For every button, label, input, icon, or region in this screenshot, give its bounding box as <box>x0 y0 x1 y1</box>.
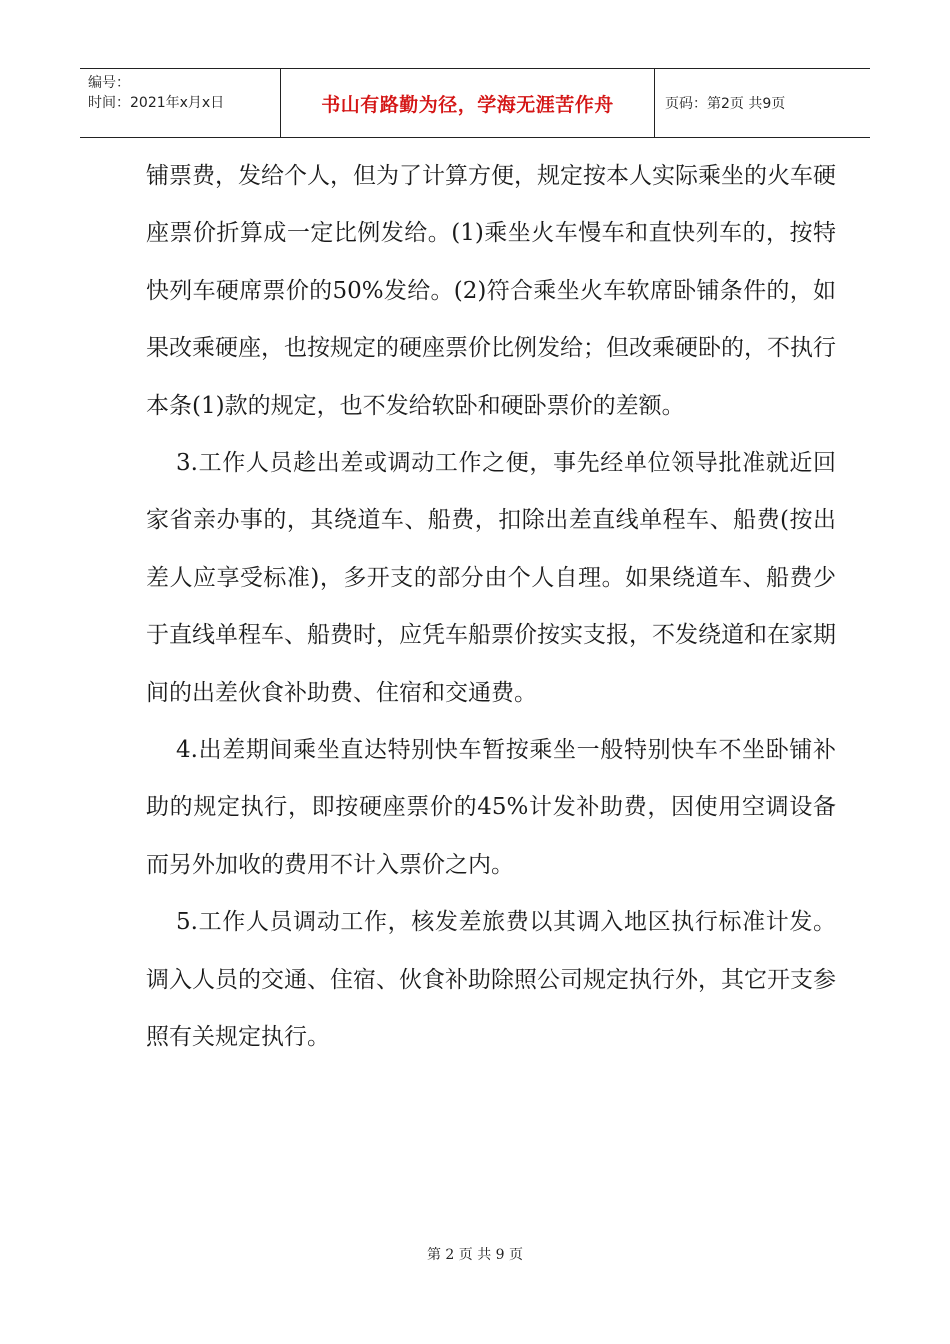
page-info: 页码：第2页 共9页 <box>665 96 786 112</box>
motto-text: 书山有路勤为径，学海无涯苦作舟 <box>321 93 614 116</box>
document-date: 时间：2021年x月x日 <box>88 95 225 111</box>
document-body <box>146 148 836 1067</box>
header-meta <box>80 69 281 137</box>
header-page-info-cell <box>655 69 870 137</box>
body-paragraph: 3.工作人员趁出差或调动工作之便，事先经单位领导批准就近回家省亲办事的，其绕道车、船费，扣除出差直线单程车、船费(按出差人应享受标准)，多开支的部分由个人自理。如果绕道车、船费少于直线单程车、船费时，应凭车船票价按实支报，不发绕道和在家期间的出差伙食补助费、住宿和交通费。 <box>146 450 836 706</box>
page-header <box>80 68 870 138</box>
header-motto-cell <box>281 69 655 137</box>
body-paragraph: 铺票费，发给个人，但为了计算方便，规定按本人实际乘坐的火车硬座票价折算成一定比例发给。(1)乘坐火车慢车和直快列车的，按特快列车硬席票价的50%发给。(2)符合乘坐火车软席卧铺条件的，如果改乘硬座，也按规定的硬座票价比例发给；但改乘硬卧的，不执行本条(1)款的规定，也不发给软卧和硬卧票价的差额。 <box>146 163 836 419</box>
body-paragraph: 5.工作人员调动工作，核发差旅费以其调入地区执行标准计发。调入人员的交通、住宿、伙食补助除照公司规定执行外，其它开支参照有关规定执行。 <box>146 909 836 1051</box>
document-number-label: 编号： <box>88 75 130 91</box>
footer-page-number: 第 2 页 共 9 页 <box>426 1247 524 1263</box>
page-footer <box>0 1244 950 1264</box>
body-paragraph: 4.出差期间乘坐直达特别快车暂按乘坐一般特别快车不坐卧铺补助的规定执行，即按硬座票价的45%计发补助费，因使用空调设备而另外加收的费用不计入票价之内。 <box>146 737 836 878</box>
